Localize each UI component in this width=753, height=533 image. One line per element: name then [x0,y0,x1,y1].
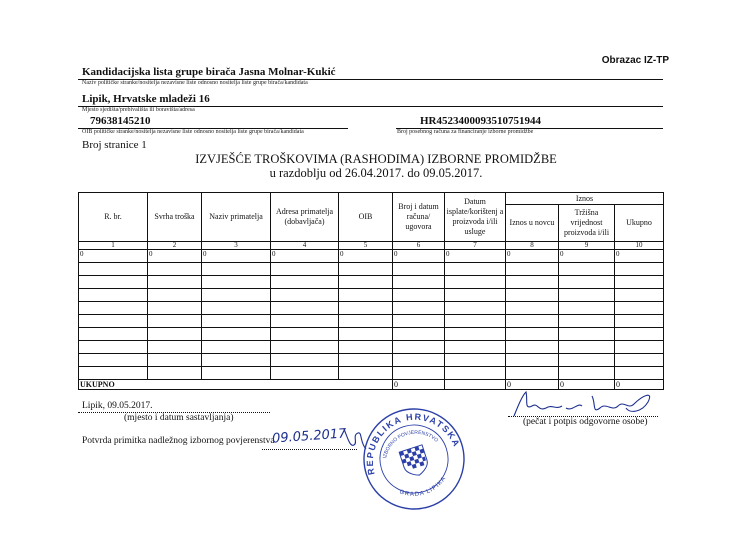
table-cell [559,302,615,315]
column-number: 2 [148,242,202,250]
oib-value: 79638145210 [90,115,151,127]
table-cell [615,276,664,289]
report-title: IZVJEŠĆE TROŠKOVIMA (RASHODIMA) IZBORNE PROMIDŽBE [195,152,557,166]
table-cell [393,289,445,302]
header-rbr: R. br. [79,193,148,242]
table-cell [339,354,393,367]
header-adresa: Adresa primatelja (dobavljača) [271,193,339,242]
table-cell [445,315,506,328]
address: Lipik, Hrvatske mladeži 16 [82,93,210,105]
stamp-inner-text: IZBORNO POVJERENSTVO [382,429,440,459]
table-cell [445,328,506,341]
table-cell [615,367,664,380]
table-row [79,341,664,354]
table-cell [148,276,202,289]
table-cell: 0 [559,250,615,263]
table-cell [202,354,271,367]
table-cell: 0 [339,250,393,263]
total-ukupno: 0 [615,380,664,390]
total-label: UKUPNO [79,380,393,390]
table-cell [445,302,506,315]
table-cell [445,367,506,380]
table-cell [559,341,615,354]
table-cell [393,341,445,354]
table-cell [506,367,559,380]
table-cell [271,328,339,341]
table-row [79,367,664,380]
table-row [79,289,664,302]
table-cell [79,367,148,380]
table-cell [339,263,393,276]
place-date-caption: (mjesto i datum sastavljanja) [124,413,234,423]
table-cell [615,315,664,328]
stamp-bottom-text: GRADA LIPIKA [398,475,448,498]
table-row [79,276,664,289]
oib-caption: OIB političke stranke/nositelja nezavisne liste odnosno nositelja liste grupe birača/kandidata [82,129,304,135]
header-iznos: Iznos [506,193,664,205]
table-cell [445,289,506,302]
table-cell [559,354,615,367]
account-caption: Broj posebnog računa za financiranje izborne promidžbe [397,129,534,135]
table-cell [615,354,664,367]
table-cell [339,328,393,341]
header-broj: Broj i datum računa/ ugovora [393,193,445,242]
form-code: Obrazac IZ-TP [601,55,669,66]
table-cell [202,341,271,354]
header-iznos-u-novcu: Iznos u novcu [506,205,559,242]
receipt-handwritten-date: 09.05.2017 [271,426,347,447]
table-cell [202,302,271,315]
table-cell [339,367,393,380]
table-cell [506,263,559,276]
column-number: 9 [559,242,615,250]
table-cell [445,276,506,289]
table-cell [339,289,393,302]
table-cell [148,367,202,380]
table-cell [79,315,148,328]
total-iznos-u-novcu: 0 [506,380,559,390]
table-cell [615,263,664,276]
table-cell [271,276,339,289]
table-cell [445,354,506,367]
column-number: 6 [393,242,445,250]
expense-table [78,192,664,390]
table-cell [148,302,202,315]
receipt-label: Potvrda primitka nadležnog izbornog povjerenstva [82,436,275,446]
table-cell: 0 [615,250,664,263]
table-cell [271,289,339,302]
header-naziv: Naziv primatelja [202,193,271,242]
table-cell [271,367,339,380]
table-cell [615,289,664,302]
table-cell [559,263,615,276]
table-cell [506,289,559,302]
table-cell [559,328,615,341]
table-row [79,302,664,315]
column-number: 5 [339,242,393,250]
table-cell [615,328,664,341]
coat-of-arms-icon [399,445,430,479]
table-cell [393,354,445,367]
table-cell [79,354,148,367]
table-cell [271,354,339,367]
official-stamp [356,404,472,514]
table-cell [339,276,393,289]
table-cell: 0 [148,250,202,263]
table-cell [615,341,664,354]
table-cell [559,367,615,380]
table-cell: 0 [393,250,445,263]
table-cell [393,315,445,328]
column-number: 8 [506,242,559,250]
total-trzisna: 0 [559,380,615,390]
table-cell [148,263,202,276]
table-cell [202,289,271,302]
table-cell [445,263,506,276]
table-cell [148,289,202,302]
table-cell [148,315,202,328]
header-oib: OIB [339,193,393,242]
table-cell: 0 [506,250,559,263]
column-number: 10 [615,242,664,250]
responsible-person-signature [508,386,658,420]
table-cell: 0 [271,250,339,263]
account-number: HR4523400093510751944 [420,115,541,127]
seal-caption: (pečat i potpis odgovorne osobe) [523,417,648,427]
table-cell [271,315,339,328]
column-number: 1 [79,242,148,250]
table-cell [148,354,202,367]
list-name: Kandidacijska lista grupe birača Jasna Molnar-Kukić [82,66,336,78]
table-cell: 0 [79,250,148,263]
table-cell [339,341,393,354]
header-trzisna: Tržišna vrijednost proizvoda i/ili [559,205,615,242]
table-cell [339,302,393,315]
total-datum [445,380,506,390]
table-cell: 0 [202,250,271,263]
table-cell [148,328,202,341]
table-cell [79,341,148,354]
table-cell [393,302,445,315]
table-cell [559,315,615,328]
table-cell [506,341,559,354]
header-svrha: Svrha troška [148,193,202,242]
page-number: Broj stranice 1 [82,139,147,151]
table-cell [506,315,559,328]
table-cell [79,328,148,341]
table-row [79,328,664,341]
header-ukupno: Ukupno [615,205,664,242]
table-cell [506,328,559,341]
list-name-caption: Naziv političke stranke/nositelja nezavisne liste odnosno nositelja liste grupe birača/kandidata [82,80,308,86]
table-cell [79,302,148,315]
stamp-top-text: REPUBLIKA HRVATSKA [364,411,463,476]
table-row [79,354,664,367]
table-cell [79,289,148,302]
table-cell [271,341,339,354]
address-caption: Mjesto sjedišta/prebivališta ili boravišta/adresa [82,107,195,113]
table-cell: 0 [445,250,506,263]
table-cell [615,302,664,315]
place-date: Lipik, 09.05.2017. [82,401,153,411]
table-cell [202,263,271,276]
column-number: 7 [445,242,506,250]
table-cell [506,354,559,367]
report-period: u razdoblju od 26.04.2017. do 09.05.2017. [269,166,483,180]
table-cell [506,276,559,289]
table-cell [339,315,393,328]
table-row [79,263,664,276]
table-cell [393,367,445,380]
table-cell [271,263,339,276]
table-cell [393,263,445,276]
table-cell [202,276,271,289]
column-number: 4 [271,242,339,250]
table-cell [202,367,271,380]
column-number: 3 [202,242,271,250]
table-cell [202,315,271,328]
table-row [79,250,664,263]
header-datum: Datum isplate/korištenj a proizvoda i/ili usluge [445,193,506,242]
column-number-row [79,242,664,250]
table-row [79,315,664,328]
table-cell [506,302,559,315]
table-cell [393,328,445,341]
table-cell [559,289,615,302]
table-cell [393,276,445,289]
table-cell [79,276,148,289]
table-cell [271,302,339,315]
table-cell [445,341,506,354]
table-cell [79,263,148,276]
table-cell [148,341,202,354]
total-broj: 0 [393,380,445,390]
table-cell [202,328,271,341]
table-cell [559,276,615,289]
